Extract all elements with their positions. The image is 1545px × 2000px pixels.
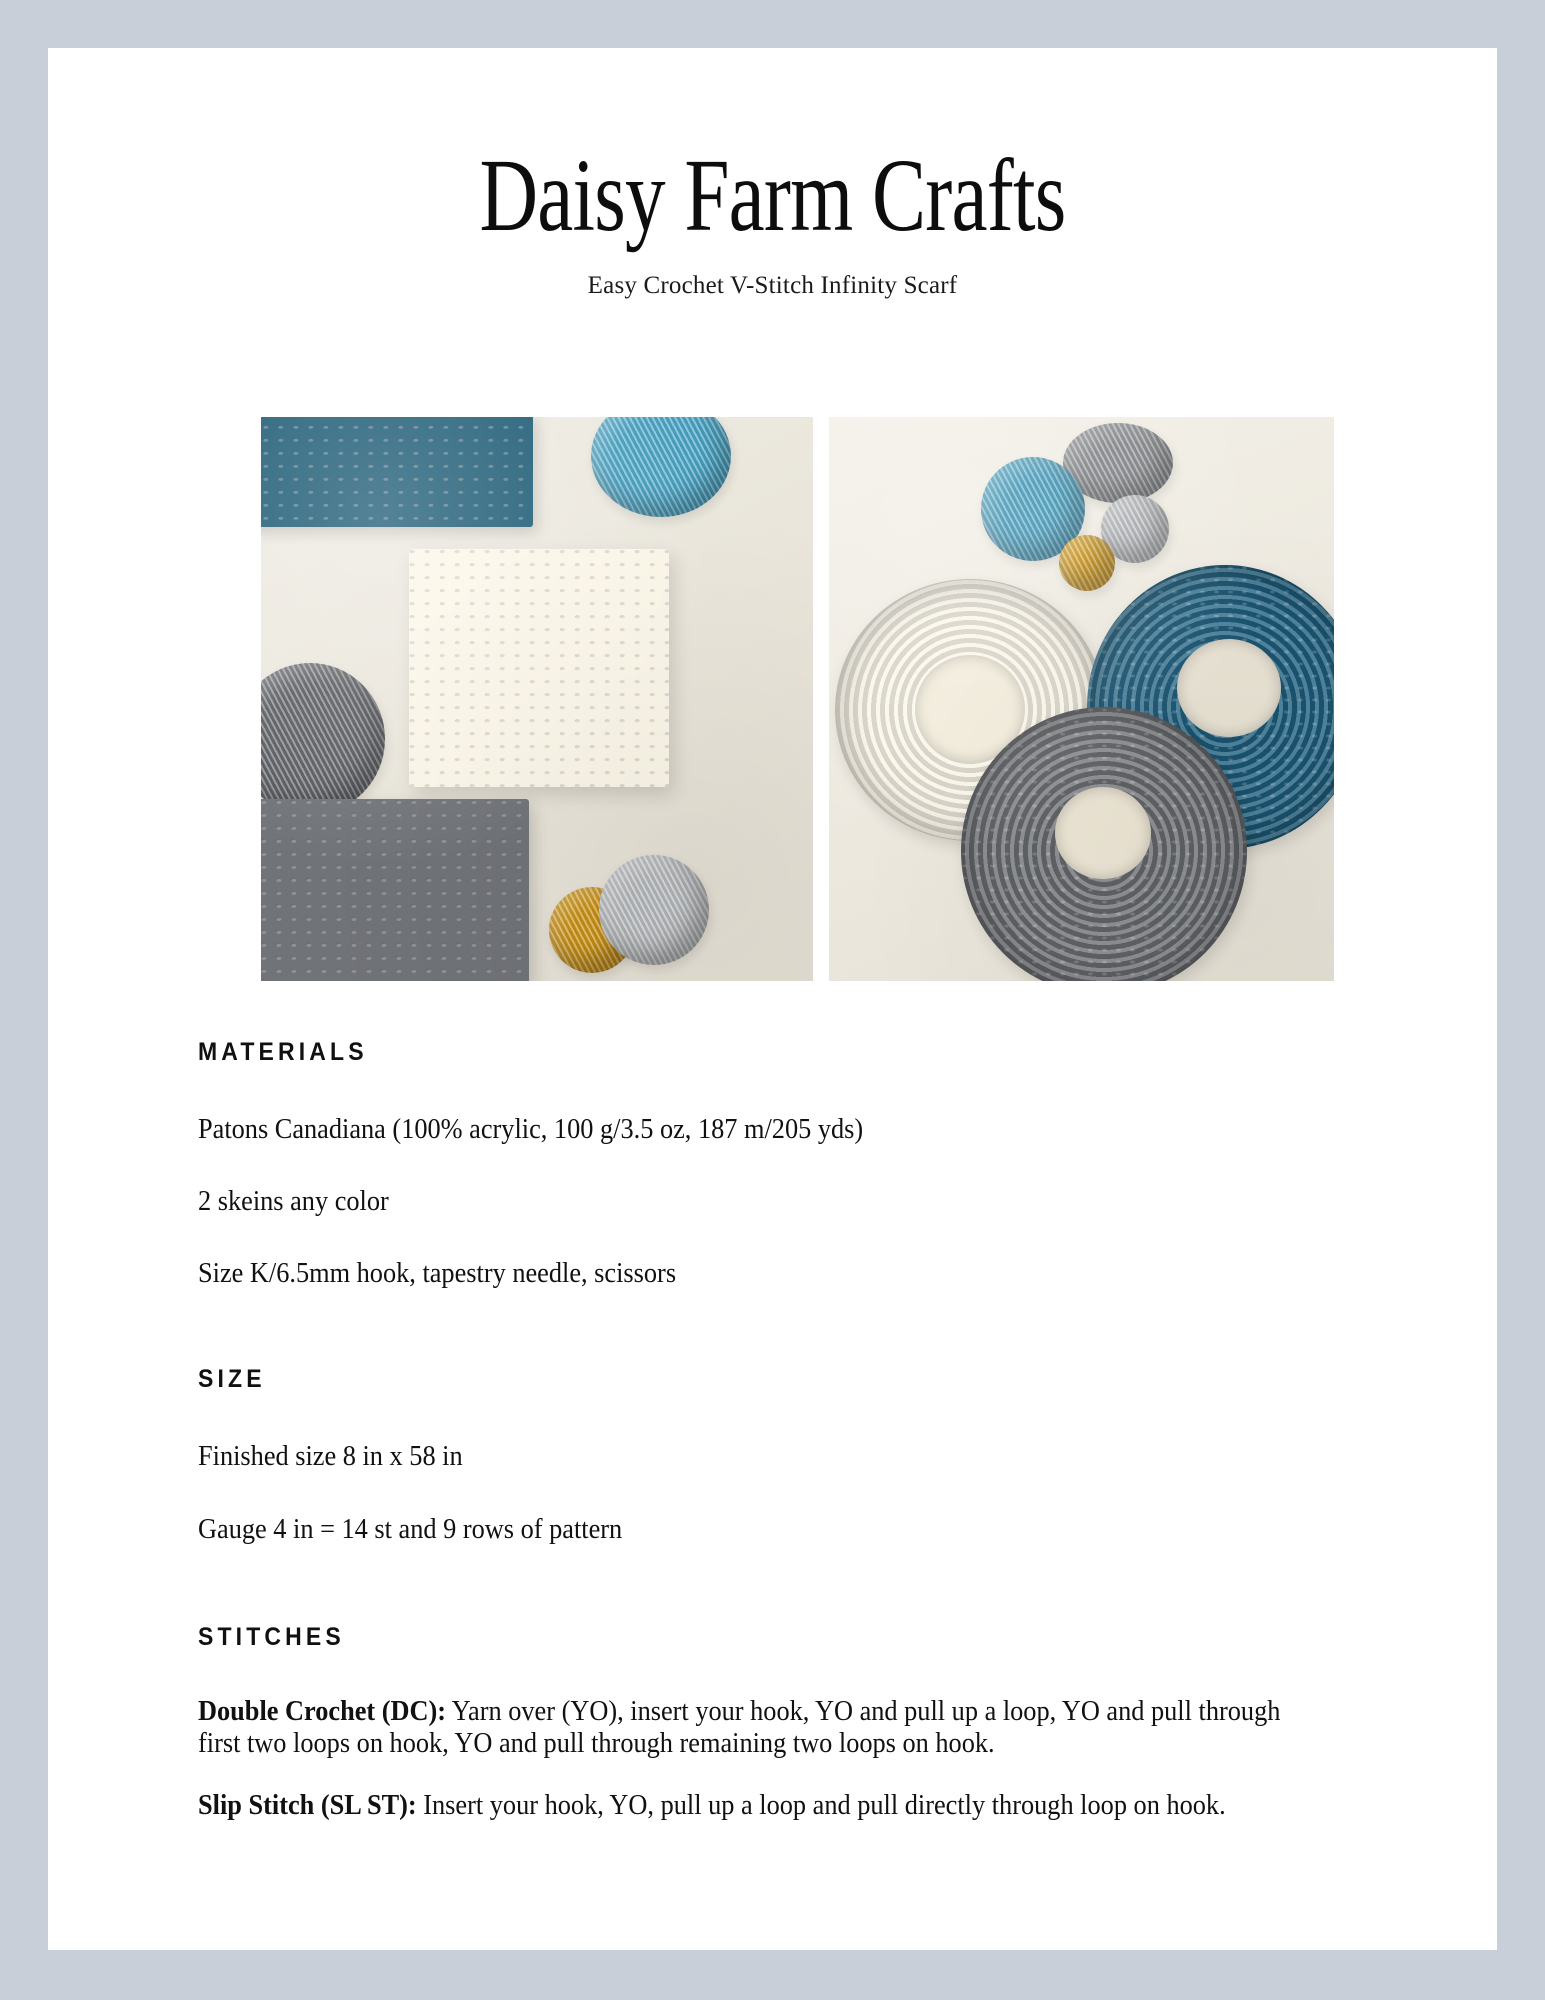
pattern-content [198, 1038, 1378, 1822]
materials-line-tools: Size K/6.5mm hook, tapestry needle, scissors [198, 1258, 677, 1290]
stitch-entry-double-crochet [198, 1696, 1307, 1760]
section-heading-stitches: STITCHES [198, 1622, 345, 1651]
photo-flat-lay-swatches [261, 417, 813, 981]
cream-swatch [409, 549, 669, 787]
dark-gray-yarn-ball [261, 663, 385, 815]
photo-gallery [261, 417, 1334, 981]
gray-swatch [261, 799, 529, 981]
sky-blue-yarn-ball [591, 417, 731, 517]
materials-line-skeins: 2 skeins any color [198, 1186, 389, 1218]
teal-swatch [261, 417, 533, 527]
masthead [48, 48, 1497, 300]
mustard-yarn-ball-right [1059, 535, 1115, 591]
gray-scarf-center [1055, 787, 1151, 879]
page-title: Daisy Farm Crafts [479, 138, 1066, 253]
light-gray-yarn-ball [599, 855, 709, 965]
photo-finished-scarves [829, 417, 1334, 981]
pattern-subtitle: Easy Crochet V-Stitch Infinity Scarf [587, 272, 958, 299]
section-heading-size: SIZE [198, 1365, 266, 1394]
stitch-entry-slip-stitch [198, 1790, 1307, 1822]
stitch-definition-double-crochet: Yarn over (YO), insert your hook, YO and pull up a loop, YO and pull through first two loops on hook, YO and pull through remaining two loops on hook. [198, 1695, 1281, 1759]
stitch-definition-slip-stitch: Insert your hook, YO, pull up a loop and pull directly through loop on hook. [416, 1790, 1226, 1822]
materials-line-yarn: Patons Canadiana (100% acrylic, 100 g/3.5 oz, 187 m/205 yds) [198, 1114, 864, 1145]
teal-scarf-center [1177, 639, 1281, 737]
document-page [48, 48, 1497, 1950]
size-line-gauge: Gauge 4 in = 14 st and 9 rows of pattern [198, 1513, 623, 1545]
size-line-finished: Finished size 8 in x 58 in [198, 1441, 463, 1473]
stitch-term-double-crochet: Double Crochet (DC): [198, 1695, 447, 1727]
stitch-term-slip-stitch: Slip Stitch (SL ST): [198, 1790, 417, 1822]
section-heading-materials: MATERIALS [198, 1038, 368, 1066]
